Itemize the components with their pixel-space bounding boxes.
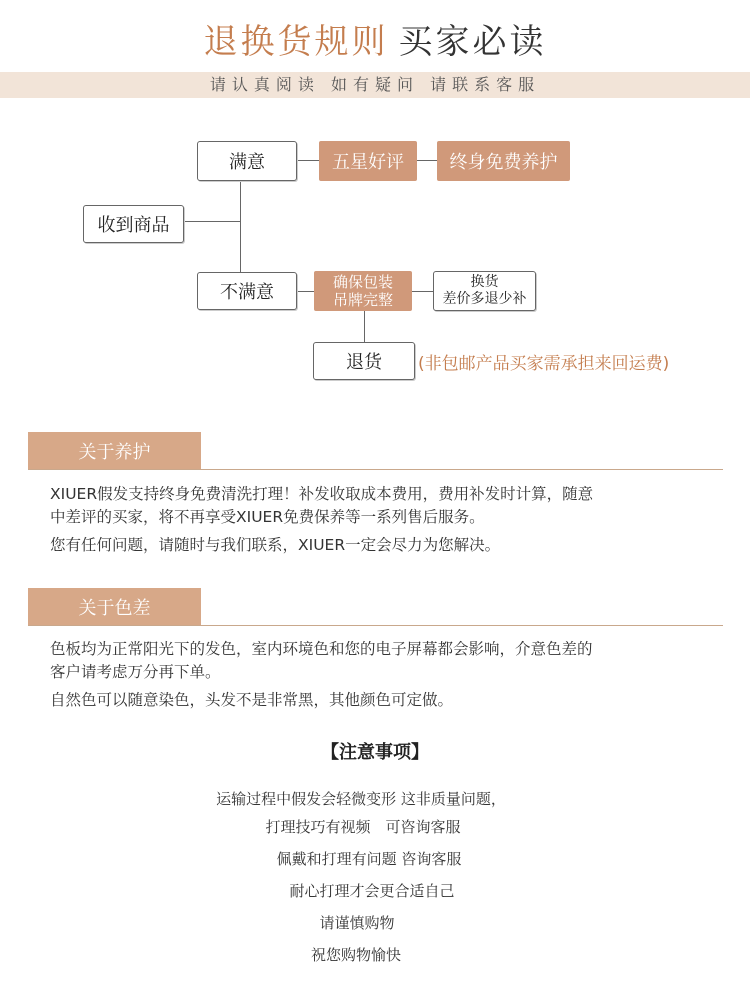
title-main: 退换货规则 — [203, 22, 389, 62]
color-text — [50, 638, 710, 712]
notice-item-3: 佩戴和打理有问题 咨询客服 — [276, 850, 462, 868]
color-line3: 自然色可以随意染色，头发不是非常黑，其他颜色可定做。 — [50, 691, 454, 709]
satisfied-box: 满意 — [197, 141, 297, 181]
return-note: (非包邮产品买家需承担来回运费) — [418, 354, 670, 374]
lifetime-care-box: 终身免费养护 — [437, 141, 570, 181]
connector-vertical-main — [240, 180, 241, 272]
title-sub: 买家必读 — [398, 22, 547, 62]
notice-item-1: 运输过程中假发会轻微变形 这非质量问题， — [216, 790, 506, 808]
ensure-package-box — [314, 271, 412, 311]
exchange-line1: 换货 — [470, 274, 499, 290]
care-line1: XIUER假发支持终身免费清洗打理！补发收取成本费用，费用补发时计算，随意 — [50, 485, 594, 503]
notice-item-6: 祝您购物愉快 — [310, 946, 401, 964]
connector-pack-exchange — [412, 291, 433, 292]
ensure-package-line2: 吊牌完整 — [332, 291, 393, 309]
color-divider — [28, 625, 723, 626]
subtitle-bar — [0, 72, 750, 98]
connector-fivestar-care — [417, 160, 437, 161]
color-line2: 客户请考虑万分再下单。 — [50, 663, 221, 681]
exchange-box — [433, 271, 536, 311]
care-divider — [28, 469, 723, 470]
page-title — [0, 14, 750, 63]
subtitle-text: 请认真阅读 如有疑问 请联系客服 — [209, 75, 541, 94]
color-line1: 色板均为正常阳光下的发色，室内环境色和您的电子屏幕都会影响，介意色差的 — [50, 640, 593, 658]
notice-heading: 【注意事项】 — [321, 742, 429, 763]
notice-item-5: 请谨慎购物 — [319, 914, 395, 932]
connector-satisfied-fivestar — [297, 160, 319, 161]
return-box: 退货 — [313, 342, 415, 380]
notice-item-2: 打理技巧有视频 可咨询客服 — [265, 818, 461, 836]
care-line3: 您有任何问题，请随时与我们联系，XIUER一定会尽力为您解决。 — [50, 536, 501, 554]
connector-received — [184, 221, 241, 222]
exchange-line2: 差价多退少补 — [442, 291, 527, 307]
connector-pack-return — [364, 311, 365, 342]
color-heading: 关于色差 — [28, 588, 201, 626]
care-heading: 关于养护 — [28, 432, 201, 470]
care-text — [50, 483, 710, 557]
ensure-package-line1: 确保包装 — [332, 273, 393, 291]
care-line2: 中差评的买家，将不再享受XIUER免费保养等一系列售后服务。 — [50, 508, 485, 526]
five-star-box: 五星好评 — [319, 141, 417, 181]
received-box: 收到商品 — [83, 205, 184, 243]
connector-unsatisfied-pack — [297, 291, 314, 292]
notice-item-4: 耐心打理才会更合适自己 — [289, 882, 455, 900]
unsatisfied-box: 不满意 — [197, 272, 297, 310]
